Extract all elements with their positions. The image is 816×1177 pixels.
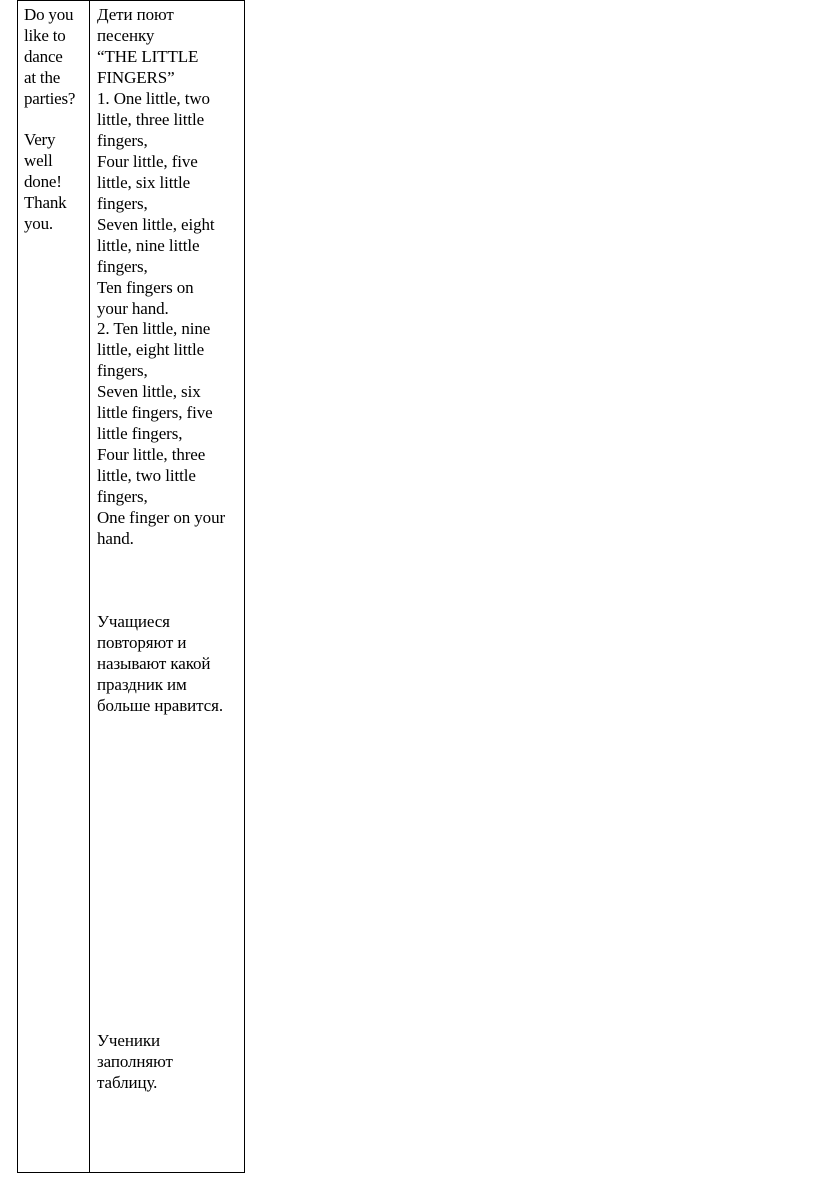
text-line: праздник им	[97, 675, 187, 694]
text-line: done!	[24, 172, 62, 191]
text-line: больше нравится.	[97, 696, 223, 715]
text-line: at the	[24, 68, 61, 87]
text-line: well	[24, 151, 53, 170]
text-line: little fingers, five	[97, 403, 213, 422]
text-line: Seven little, eight	[97, 215, 215, 234]
text-line: little, nine little	[97, 236, 200, 255]
text-line: называют какой	[97, 654, 211, 673]
text-line: 1. One little, two	[97, 89, 210, 108]
text-line: 2. Ten little, nine	[97, 319, 211, 338]
text-line: FINGERS”	[97, 68, 175, 87]
column-divider	[89, 1, 90, 1172]
song-verse-1	[97, 88, 215, 319]
text-line: like to	[24, 26, 66, 45]
praise-text	[24, 129, 66, 234]
text-line: песенку	[97, 26, 155, 45]
text-line: повторяют и	[97, 633, 187, 652]
song-verse-2	[97, 318, 225, 549]
text-line: заполняют	[97, 1052, 173, 1071]
text-line: parties?	[24, 89, 76, 108]
text-line: your hand.	[97, 299, 169, 318]
text-line: you.	[24, 214, 53, 233]
text-line: fingers,	[97, 361, 148, 380]
text-line: little, three little	[97, 110, 205, 129]
text-line: Ученики	[97, 1031, 160, 1050]
text-line: little, eight little	[97, 340, 205, 359]
lesson-table	[17, 0, 245, 1173]
text-line: Thank	[24, 193, 67, 212]
text-line: dance	[24, 47, 63, 66]
text-line: “THE LITTLE	[97, 47, 199, 66]
text-line: Учащиеся	[97, 612, 170, 631]
students-fill-table-note	[97, 1030, 173, 1093]
text-line: Very	[24, 130, 56, 149]
text-line: little, six little	[97, 173, 191, 192]
text-line: hand.	[97, 529, 134, 548]
text-line: little fingers,	[97, 424, 183, 443]
text-line: little, two little	[97, 466, 196, 485]
song-intro	[97, 4, 198, 88]
text-line: One finger on your	[97, 508, 226, 527]
text-line: fingers,	[97, 194, 148, 213]
text-line: fingers,	[97, 257, 148, 276]
text-line: Four little, three	[97, 445, 206, 464]
text-line: Seven little, six	[97, 382, 201, 401]
dance-question	[24, 4, 75, 109]
text-line: Дети поют	[97, 5, 174, 24]
text-line: Do you	[24, 5, 74, 24]
text-line: fingers,	[97, 487, 148, 506]
students-repeat-note	[97, 611, 223, 716]
text-line: таблицу.	[97, 1073, 158, 1092]
text-line: fingers,	[97, 131, 148, 150]
text-line: Four little, five	[97, 152, 198, 171]
text-line: Ten fingers on	[97, 278, 194, 297]
